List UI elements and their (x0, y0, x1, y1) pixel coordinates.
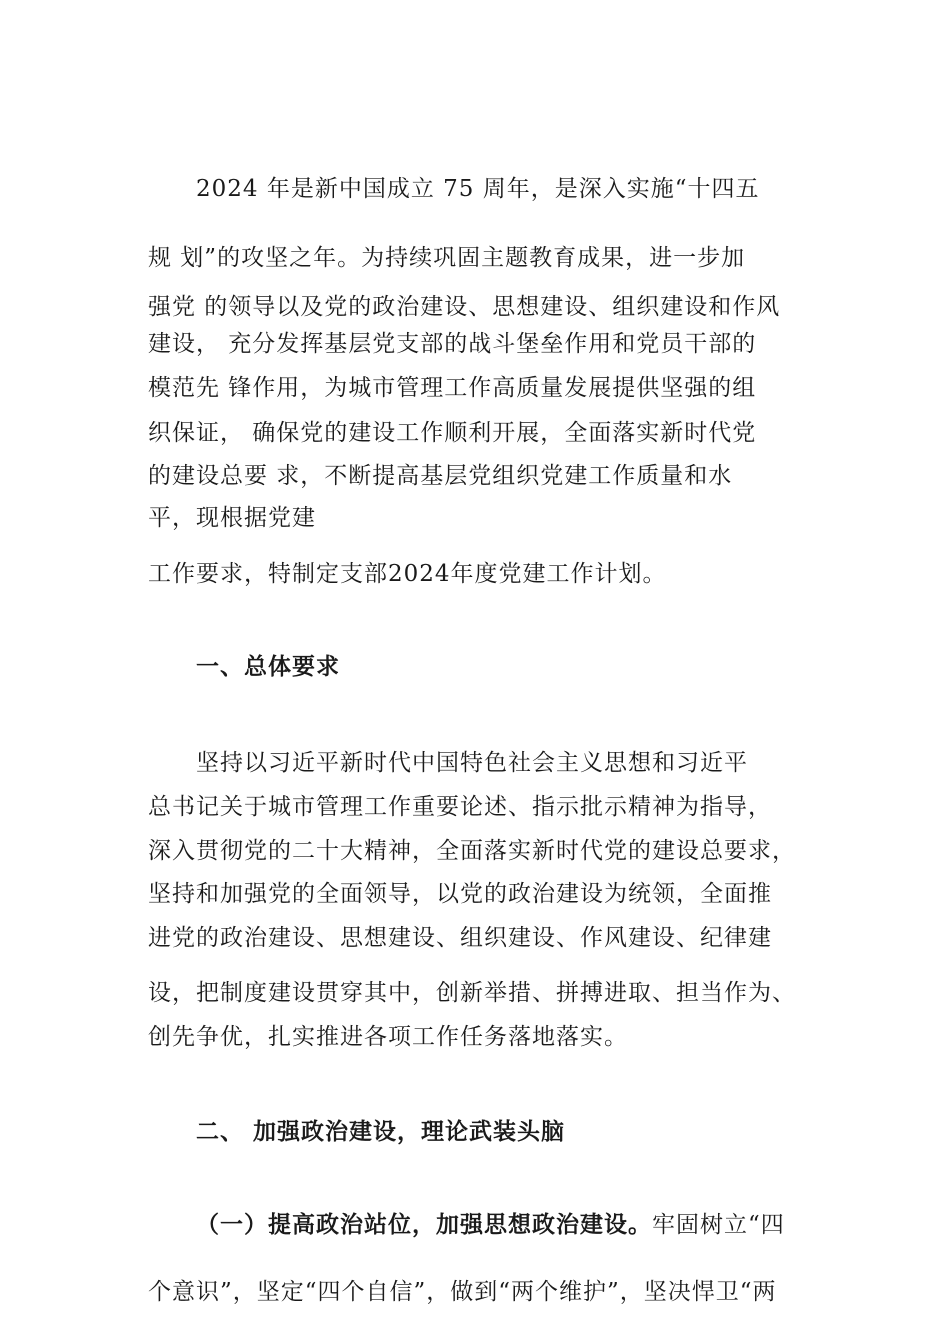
section2-sub1-line-2: 个意识”，坚定“四个自信”，做到“两个维护”，坚决悍卫“两 (148, 1279, 777, 1305)
intro-line-9: 工作要求，特制定支部2024年度党建工作计划。 (148, 561, 667, 587)
section1-line-7: 创先争优，扎实推进各项工作任务落地落实。 (148, 1024, 628, 1050)
section1-line-3: 深入贯彻党的二十大精神，全面落实新时代党的建设总要求， (148, 838, 796, 864)
intro-line-7: 的建设总要 求，不断提高基层党组织党建工作质量和水 (148, 463, 733, 489)
section-heading-2: 二、 加强政治建设，理论武装头脑 (196, 1119, 566, 1145)
section-heading-1: 一、总体要求 (196, 654, 340, 680)
section1-line-5: 进党的政治建设、思想建设、组织建设、作风建设、纪律建 (148, 925, 772, 951)
section1-line-1: 坚持以习近平新时代中国特色社会主义思想和习近平 (196, 750, 748, 776)
intro-line-8: 平，现根据党建 (148, 505, 316, 531)
section1-line-6: 设，把制度建设贯穿其中，创新举措、拼搏进取、担当作为、 (148, 980, 796, 1006)
section1-line-4: 坚持和加强党的全面领导，以党的政治建设为统领，全面推 (148, 881, 772, 907)
intro-line-6: 织保证， 确保党的建设工作顺利开展，全面落实新时代党 (148, 420, 757, 446)
subsection-text: 牢固树立“四 (652, 1212, 785, 1238)
section2-sub1-line-1 (196, 1210, 785, 1240)
subsection-title: （一）提高政治站位，加强思想政治建设。 (196, 1212, 652, 1238)
section1-line-2: 总书记关于城市管理工作重要论述、指示批示精神为指导， (148, 794, 772, 820)
intro-line-4: 建设， 充分发挥基层党支部的战斗堡垒作用和党员干部的 (148, 331, 757, 357)
intro-line-5: 模范先 锋作用，为城市管理工作高质量发展提供坚强的组 (148, 375, 757, 401)
intro-line-3: 强党 的领导以及党的政治建设、思想建设、组织建设和作风 (148, 294, 781, 320)
intro-line-2: 规 划”的攻坚之年。为持续巩固主题教育成果，进一步加 (148, 245, 746, 271)
intro-line-1: 2024 年是新中国成立 75 周年，是深入实施“十四五 (196, 176, 760, 202)
